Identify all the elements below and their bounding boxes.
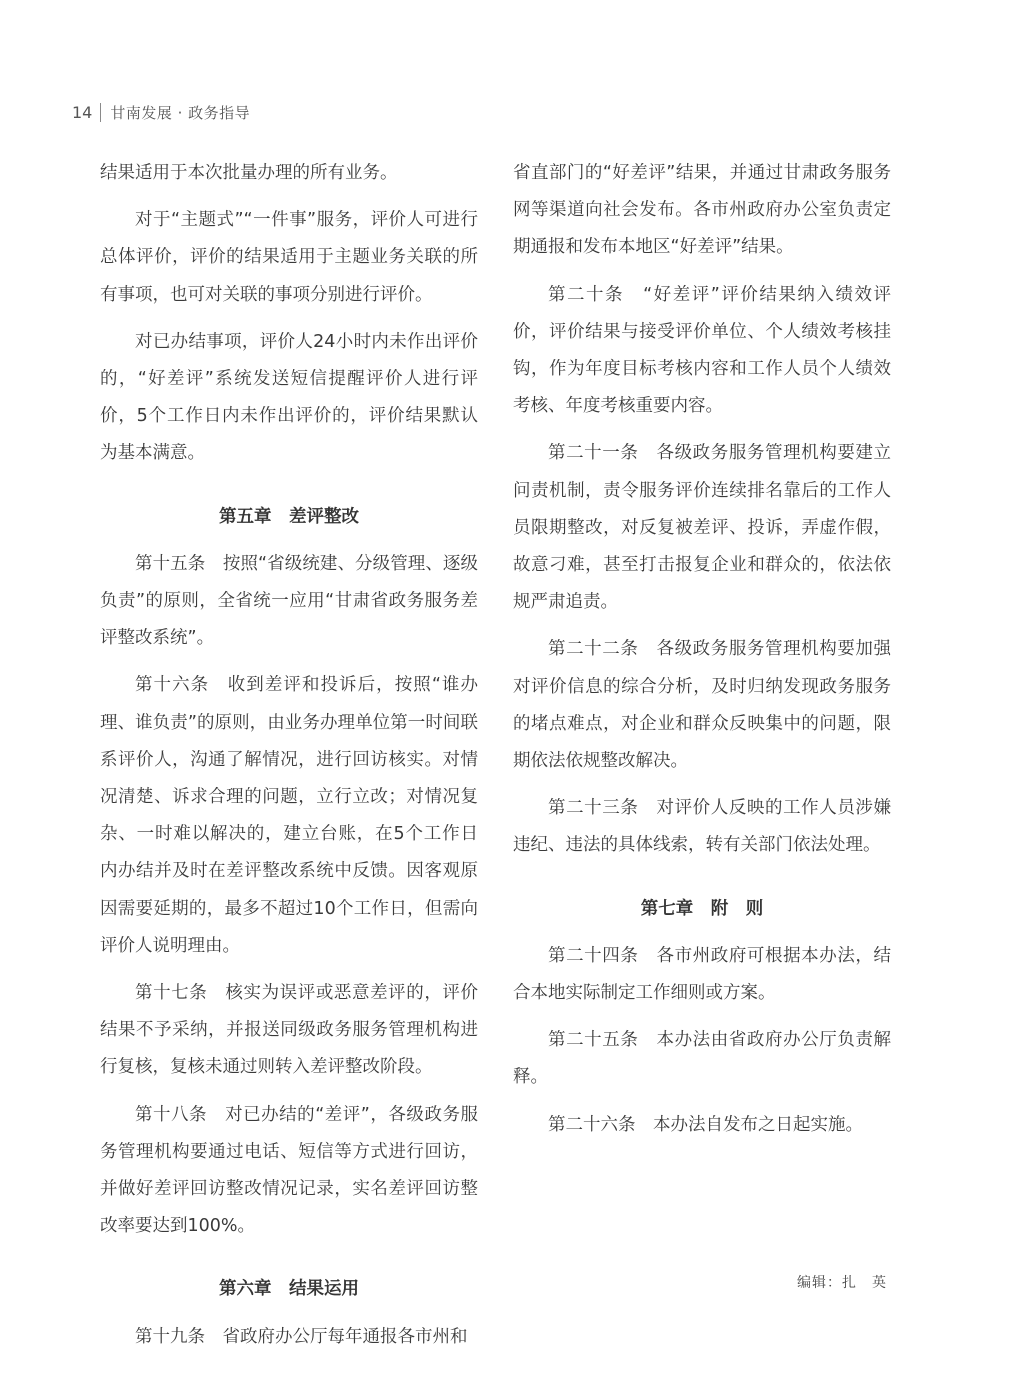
paragraph: 第十五条 按照“省级统建、分级管理、逐级负责”的原则，全省统一应用“甘肃省政务服务差评整改系统”。 xyxy=(100,553,478,649)
paragraph: 第二十条 “好差评”评价结果纳入绩效评价，评价结果与接受评价单位、个人绩效考核挂钩，作为年度目标考核内容和工作人员个人绩效考核、年度考核重要内容。 xyxy=(513,284,891,417)
chapter-heading: 第六章 结果运用 xyxy=(219,1279,359,1300)
paragraph: 省直部门的“好差评”结果，并通过甘肃政务服务网等渠道向社会发布。各市州政府办公室负责定期通报和发布本地区“好差评”结果。 xyxy=(513,163,891,258)
paragraph: 第二十二条 各级政务服务管理机构要加强对评价信息的综合分析，及时归纳发现政务服务的堵点难点，对企业和群众反映集中的问题，限期依法依规整改解决。 xyxy=(513,639,891,772)
paragraph: 第二十三条 对评价人反映的工作人员涉嫌违纪、违法的具体线索，转有关部门依法处理。 xyxy=(513,798,891,856)
paragraph: 第二十五条 本办法由省政府办公厅负责解释。 xyxy=(513,1030,891,1088)
paragraph: 对已办结事项，评价人24小时内未作出评价的，“好差评”系统发送短信提醒评价人进行评价，5个工作日内未作出评价的，评价结果默认为基本满意。 xyxy=(100,331,478,464)
page-header xyxy=(72,101,250,123)
chapter-heading: 第五章 差评整改 xyxy=(219,506,359,527)
paragraph: 第十八条 对已办结的“差评”，各级政务服务管理机构要通过电话、短信等方式进行回访，并做好差评回访整改情况记录，实名差评回访整改率要达到100%。 xyxy=(100,1104,478,1237)
left-column xyxy=(100,155,478,1356)
paragraph: 第十九条 省政府办公厅每年通报各市州和 xyxy=(135,1326,468,1347)
right-column xyxy=(513,155,891,1144)
header-divider xyxy=(100,103,101,122)
paragraph: 第二十六条 本办法自发布之日起实施。 xyxy=(548,1114,863,1135)
editor-credit: 编辑：扎 英 xyxy=(797,1275,887,1291)
paragraph: 第二十一条 各级政务服务管理机构要建立问责机制，责令服务评价连续排名靠后的工作人员限期整改，对反复被差评、投诉，弄虚作假，故意刁难，甚至打击报复企业和群众的，依法依规严肃追责。 xyxy=(513,443,891,613)
paragraph: 结果适用于本次批量办理的所有业务。 xyxy=(100,163,398,183)
chapter-heading: 第七章 附 则 xyxy=(640,898,764,919)
page-number: 14 xyxy=(72,102,93,122)
publication-title: 甘南发展 · 政务指导 xyxy=(110,103,251,122)
paragraph: 第二十四条 各市州政府可根据本办法，结合本地实际制定工作细则或方案。 xyxy=(513,945,891,1004)
paragraph: 第十六条 收到差评和投诉后，按照“谁办理、谁负责”的原则，由业务办理单位第一时间联系评价人，沟通了解情况，进行回访核实。对情况清楚、诉求合理的问题，立行立改；对情况复杂、一时难以解决的，建立台账，在5个工作日内办结并及时在差评整改系统中反馈。因客观原因需要延期的，最多不超过10个工作日，但需向评价人说明理由。 xyxy=(100,675,478,956)
paragraph: 第十七条 核实为误评或恶意差评的，评价结果不予采纳，并报送同级政务服务管理机构进行复核，复核未通过则转入差评整改阶段。 xyxy=(100,983,478,1078)
paragraph: 对于“主题式”“一件事”服务，评价人可进行总体评价，评价的结果适用于主题业务关联的所有事项，也可对关联的事项分别进行评价。 xyxy=(100,210,478,305)
